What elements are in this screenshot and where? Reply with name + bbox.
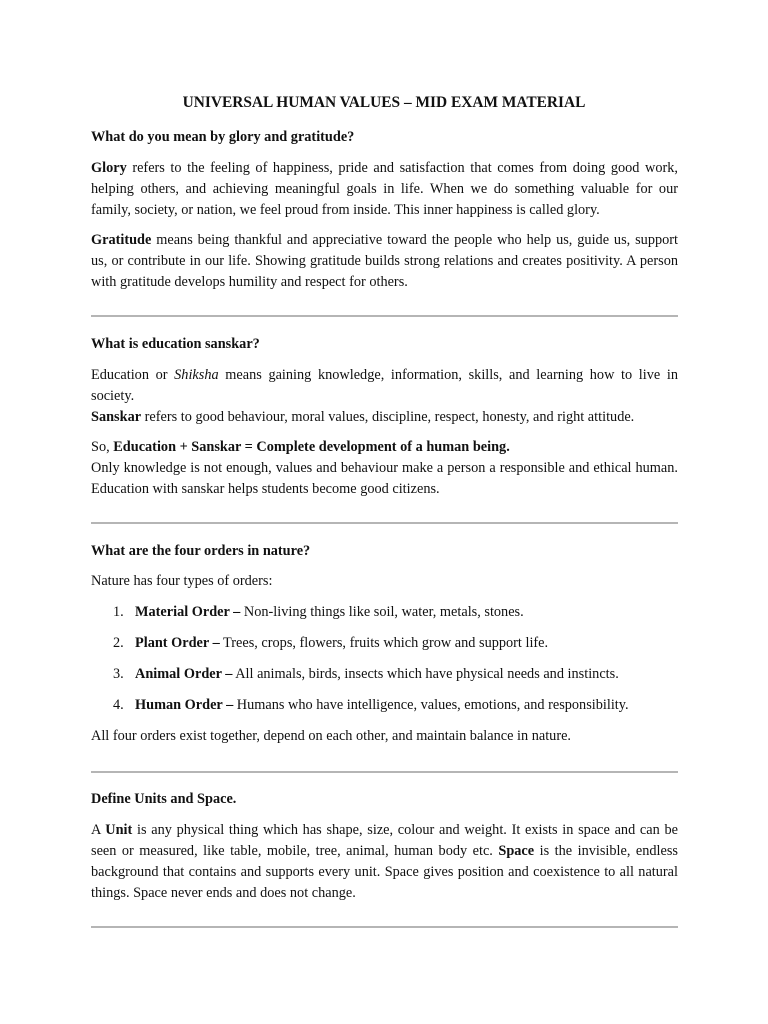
order-term: Plant Order – [135,635,220,651]
space-term: Space [498,843,535,859]
education-paragraph [91,365,678,407]
section-divider [91,771,678,773]
sanskar-text: refers to good behaviour, moral values, discipline, respect, honesty, and right attitude. [141,409,635,425]
sanskar-term: Sanskar [91,409,142,425]
gratitude-paragraph [91,230,678,293]
space-text: is the invisible, endless background that contains and supports every unit. Space gives position and coexistence to all natural things. Space never ends and does not change. [91,843,678,901]
glory-text: refers to the feeling of happiness, pride and satisfaction that comes from doing good work, helping others, and achieving meaningful goals in life. When we do something valuable for our family, society, or nation, we feel proud from inside. This inner happiness is called glory. [91,160,678,218]
section-four-orders [91,541,678,747]
gratitude-term: Gratitude [91,232,152,248]
list-number: 1. [113,604,124,620]
unit-text: is any physical thing which has shape, size, colour and weight. It exists in space and can be seen or measured, like table, mobile, tree, animal, human body etc. [91,822,678,859]
formula-prefix: So, [91,439,114,455]
list-item [91,633,678,654]
gratitude-text: means being thankful and appreciative toward the people who help us, guide us, support us, or contribute in our life. Showing gratitude builds strong relations and creates positivity. A person with gratitude develops humility and respect for others. [91,232,678,290]
unit-prefix: A [91,822,106,838]
list-item [91,695,678,716]
orders-intro: Nature has four types of orders: [91,573,273,589]
list-number: 2. [113,635,124,651]
section-divider [91,522,678,524]
glory-term: Glory [91,160,127,176]
formula-statement: Education + Sanskar = Complete development of a human being. [113,439,510,455]
order-text: Non-living things like soil, water, metals, stones. [240,604,524,620]
orders-list [91,602,678,716]
list-number: 3. [113,666,124,682]
section-glory-gratitude [91,127,678,293]
education-text-end: means gaining knowledge, information, skills, and learning how to live in society. [91,367,678,404]
unit-term: Unit [105,822,133,838]
section-education-sanskar [91,334,678,500]
order-text: Humans who have intelligence, values, emotions, and responsibility. [233,697,629,713]
glory-paragraph [91,158,678,221]
order-term: Animal Order – [135,666,233,682]
shiksha-term: Shiksha [174,367,219,383]
formula-line [91,437,678,458]
list-item [91,664,678,685]
order-text: All animals, birds, insects which have physical needs and instincts. [232,666,619,682]
list-item [91,602,678,623]
order-term: Material Order – [135,604,241,620]
sanskar-paragraph [91,407,678,428]
section-units-space [91,789,678,904]
unit-paragraph [91,820,678,904]
section-divider [91,926,678,928]
order-term: Human Order – [135,697,234,713]
education-closing: Only knowledge is not enough, values and behaviour make a person a responsible and ethical human. Education with sanskar helps students become good citizens. [91,460,678,497]
question-heading: Define Units and Space. [91,791,237,807]
document-title: UNIVERSAL HUMAN VALUES – MID EXAM MATERIAL [182,94,586,111]
list-number: 4. [113,697,124,713]
question-heading: What are the four orders in nature? [91,543,311,559]
question-heading: What do you mean by glory and gratitude? [91,129,355,145]
section-divider [91,315,678,317]
order-text: Trees, crops, flowers, fruits which grow and support life. [219,635,549,651]
orders-closing: All four orders exist together, depend on each other, and maintain balance in nature. [91,728,572,744]
question-heading: What is education sanskar? [91,336,260,352]
education-text-start: Education or [91,367,175,383]
